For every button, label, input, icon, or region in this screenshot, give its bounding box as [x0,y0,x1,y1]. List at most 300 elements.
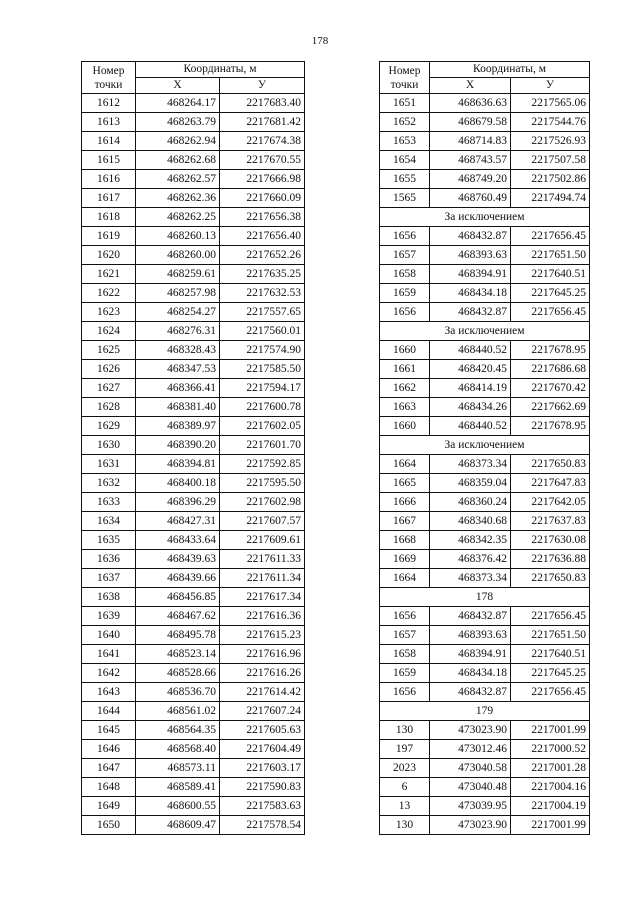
section-row [380,436,590,455]
x-coordinate-cell: 473012.46 [430,740,511,759]
x-coordinate-cell: 468262.25 [136,208,220,227]
y-coordinate-cell: 2217681.42 [220,113,305,132]
x-coordinate-cell: 468536.70 [136,683,220,702]
point-number-cell: 1654 [380,151,430,170]
point-number-cell: 1630 [82,436,136,455]
point-number-cell: 1628 [82,398,136,417]
y-coordinate-cell: 2217583.63 [220,797,305,816]
x-coordinate-cell: 468366.41 [136,379,220,398]
point-number-cell: 1615 [82,151,136,170]
section-label: За исключением [380,322,590,341]
y-coordinate-cell: 2217592.85 [220,455,305,474]
table-row [380,607,590,626]
coordinates-table-left [81,61,305,835]
table-row [380,227,590,246]
y-coordinate-cell: 2217565.06 [511,94,590,113]
y-coordinate-cell: 2217609.61 [220,531,305,550]
y-coordinate-cell: 2217001.99 [511,816,590,835]
table-row [380,759,590,778]
y-coordinate-cell: 2217605.63 [220,721,305,740]
table-row [380,113,590,132]
table-row [82,740,305,759]
y-coordinate-cell: 2217616.96 [220,645,305,664]
table-row [82,702,305,721]
y-coordinate-cell: 2217004.16 [511,778,590,797]
table-row [380,778,590,797]
table-row [82,531,305,550]
y-coordinate-cell: 2217502.86 [511,170,590,189]
section-row [380,702,590,721]
table-row [380,284,590,303]
x-coordinate-cell: 468523.14 [136,645,220,664]
point-number-cell: 1660 [380,341,430,360]
x-coordinate-cell: 468495.78 [136,626,220,645]
x-coordinate-cell: 468260.13 [136,227,220,246]
x-coordinate-cell: 468414.19 [430,379,511,398]
x-coordinate-cell: 468394.81 [136,455,220,474]
point-number-cell: 1659 [380,284,430,303]
x-coordinate-cell: 468359.04 [430,474,511,493]
x-coordinate-cell: 468259.61 [136,265,220,284]
point-number-cell: 1664 [380,569,430,588]
table-row [380,474,590,493]
point-number-cell: 1565 [380,189,430,208]
x-coordinate-cell: 468347.53 [136,360,220,379]
y-coordinate-cell: 2217650.83 [511,569,590,588]
x-coordinate-cell: 468381.40 [136,398,220,417]
table-row [82,132,305,151]
table-row [380,797,590,816]
header-coordinates: Координаты, м [430,62,590,78]
point-number-cell: 1649 [82,797,136,816]
x-coordinate-cell: 468679.58 [430,113,511,132]
point-number-cell: 2023 [380,759,430,778]
point-number-cell: 1645 [82,721,136,740]
y-coordinate-cell: 2217004.19 [511,797,590,816]
y-coordinate-cell: 2217647.83 [511,474,590,493]
y-coordinate-cell: 2217651.50 [511,246,590,265]
x-coordinate-cell: 468262.68 [136,151,220,170]
y-coordinate-cell: 2217578.54 [220,816,305,835]
x-coordinate-cell: 468432.87 [430,227,511,246]
x-coordinate-cell: 468257.98 [136,284,220,303]
table-row [82,455,305,474]
point-number-cell: 1621 [82,265,136,284]
table-row [82,645,305,664]
x-coordinate-cell: 468456.85 [136,588,220,607]
y-coordinate-cell: 2217636.88 [511,550,590,569]
table-row [82,246,305,265]
y-coordinate-cell: 2217650.83 [511,455,590,474]
y-coordinate-cell: 2217656.38 [220,208,305,227]
y-coordinate-cell: 2217635.25 [220,265,305,284]
y-coordinate-cell: 2217656.45 [511,303,590,322]
x-coordinate-cell: 468262.57 [136,170,220,189]
table-row [82,626,305,645]
x-coordinate-cell: 468394.91 [430,265,511,284]
point-number-cell: 1631 [82,455,136,474]
point-number-cell: 1658 [380,265,430,284]
point-number-cell: 1656 [380,227,430,246]
point-number-cell: 1647 [82,759,136,778]
page-number: 178 [311,35,329,47]
table-row [82,664,305,683]
x-coordinate-cell: 468276.31 [136,322,220,341]
point-number-cell: 1627 [82,379,136,398]
table-row [380,132,590,151]
y-coordinate-cell: 2217645.25 [511,664,590,683]
y-coordinate-cell: 2217616.36 [220,607,305,626]
y-coordinate-cell: 2217607.57 [220,512,305,531]
x-coordinate-cell: 468373.34 [430,569,511,588]
table-row [380,341,590,360]
y-coordinate-cell: 2217686.68 [511,360,590,379]
point-number-cell: 1644 [82,702,136,721]
table-row [82,322,305,341]
point-number-cell: 1651 [380,94,430,113]
table-row [380,417,590,436]
table-row [82,208,305,227]
point-number-cell: 1629 [82,417,136,436]
x-coordinate-cell: 468264.17 [136,94,220,113]
y-coordinate-cell: 2217630.08 [511,531,590,550]
table-row [82,588,305,607]
point-number-cell: 1652 [380,113,430,132]
point-number-cell: 1616 [82,170,136,189]
y-coordinate-cell: 2217652.26 [220,246,305,265]
table-row [380,398,590,417]
x-coordinate-cell: 473040.48 [430,778,511,797]
table-row [82,398,305,417]
y-coordinate-cell: 2217683.40 [220,94,305,113]
x-coordinate-cell: 473023.90 [430,816,511,835]
point-number-cell: 1641 [82,645,136,664]
table-row [82,303,305,322]
point-number-cell: 1632 [82,474,136,493]
x-coordinate-cell: 468561.02 [136,702,220,721]
x-coordinate-cell: 468394.91 [430,645,511,664]
y-coordinate-cell: 2217678.95 [511,341,590,360]
y-coordinate-cell: 2217617.34 [220,588,305,607]
point-number-cell: 1668 [380,531,430,550]
header-point-number [82,62,136,94]
y-coordinate-cell: 2217604.49 [220,740,305,759]
table-row [82,189,305,208]
table-row [82,607,305,626]
header-point-number-line1: Номер [388,64,421,77]
x-coordinate-cell: 468434.18 [430,664,511,683]
y-coordinate-cell: 2217494.74 [511,189,590,208]
y-coordinate-cell: 2217656.40 [220,227,305,246]
point-number-cell: 130 [380,816,430,835]
table-row [82,474,305,493]
header-point-number-line1: Номер [92,64,125,77]
point-number-cell: 1667 [380,512,430,531]
table-row [82,94,305,113]
y-coordinate-cell: 2217660.09 [220,189,305,208]
point-number-cell: 1658 [380,645,430,664]
y-coordinate-cell: 2217656.45 [511,227,590,246]
y-coordinate-cell: 2217560.01 [220,322,305,341]
table-row [380,683,590,702]
table-row [380,246,590,265]
y-coordinate-cell: 2217594.17 [220,379,305,398]
x-coordinate-cell: 468400.18 [136,474,220,493]
x-coordinate-cell: 468393.63 [430,626,511,645]
point-number-cell: 1653 [380,132,430,151]
x-coordinate-cell: 473040.58 [430,759,511,778]
x-coordinate-cell: 468467.62 [136,607,220,626]
y-coordinate-cell: 2217590.83 [220,778,305,797]
table-row [82,797,305,816]
table-row [380,550,590,569]
table-row [380,360,590,379]
point-number-cell: 1666 [380,493,430,512]
x-coordinate-cell: 468389.97 [136,417,220,436]
point-number-cell: 13 [380,797,430,816]
x-coordinate-cell: 468427.31 [136,512,220,531]
point-number-cell: 1656 [380,607,430,626]
point-number-cell: 1634 [82,512,136,531]
point-number-cell: 1619 [82,227,136,246]
x-coordinate-cell: 468254.27 [136,303,220,322]
x-coordinate-cell: 468433.64 [136,531,220,550]
x-coordinate-cell: 468376.42 [430,550,511,569]
section-label: За исключением [380,208,590,227]
y-coordinate-cell: 2217603.17 [220,759,305,778]
x-coordinate-cell: 468434.26 [430,398,511,417]
table-row [380,645,590,664]
y-coordinate-cell: 2217574.90 [220,341,305,360]
table-row [380,94,590,113]
x-coordinate-cell: 468589.41 [136,778,220,797]
header-y: У [511,78,590,94]
point-number-cell: 1635 [82,531,136,550]
point-number-cell: 1643 [82,683,136,702]
y-coordinate-cell: 2217001.99 [511,721,590,740]
x-coordinate-cell: 468328.43 [136,341,220,360]
point-number-cell: 1613 [82,113,136,132]
point-number-cell: 1633 [82,493,136,512]
table-row [380,740,590,759]
x-coordinate-cell: 468262.94 [136,132,220,151]
x-coordinate-cell: 468390.20 [136,436,220,455]
y-coordinate-cell: 2217595.50 [220,474,305,493]
y-coordinate-cell: 2217507.58 [511,151,590,170]
x-coordinate-cell: 468432.87 [430,303,511,322]
header-y: У [220,78,305,94]
table-row [82,569,305,588]
table-body-right [380,94,590,835]
x-coordinate-cell: 468420.45 [430,360,511,379]
y-coordinate-cell: 2217611.34 [220,569,305,588]
table-row [380,493,590,512]
point-number-cell: 1669 [380,550,430,569]
header-coordinates: Координаты, м [136,62,305,78]
y-coordinate-cell: 2217678.95 [511,417,590,436]
table-row [82,151,305,170]
point-number-cell: 1664 [380,455,430,474]
point-number-cell: 1614 [82,132,136,151]
point-number-cell: 1657 [380,246,430,265]
x-coordinate-cell: 468373.34 [430,455,511,474]
table-row [380,170,590,189]
table-row [82,170,305,189]
table-row [82,683,305,702]
point-number-cell: 1625 [82,341,136,360]
header-x: Х [136,78,220,94]
y-coordinate-cell: 2217670.55 [220,151,305,170]
table-row [82,493,305,512]
point-number-cell: 1655 [380,170,430,189]
table-row [380,303,590,322]
point-number-cell: 1665 [380,474,430,493]
x-coordinate-cell: 468340.68 [430,512,511,531]
point-number-cell: 1622 [82,284,136,303]
y-coordinate-cell: 2217544.76 [511,113,590,132]
y-coordinate-cell: 2217001.28 [511,759,590,778]
y-coordinate-cell: 2217602.98 [220,493,305,512]
point-number-cell: 1660 [380,417,430,436]
section-label: За исключением [380,436,590,455]
x-coordinate-cell: 468434.18 [430,284,511,303]
y-coordinate-cell: 2217651.50 [511,626,590,645]
x-coordinate-cell: 468749.20 [430,170,511,189]
table-row [82,759,305,778]
point-number-cell: 1656 [380,683,430,702]
section-label: 178 [380,588,590,607]
x-coordinate-cell: 468440.52 [430,341,511,360]
table-row [82,816,305,835]
point-number-cell: 6 [380,778,430,797]
point-number-cell: 1650 [82,816,136,835]
y-coordinate-cell: 2217614.42 [220,683,305,702]
table-row [82,417,305,436]
x-coordinate-cell: 468439.66 [136,569,220,588]
point-number-cell: 1646 [82,740,136,759]
y-coordinate-cell: 2217000.52 [511,740,590,759]
table-row [380,664,590,683]
y-coordinate-cell: 2217632.53 [220,284,305,303]
y-coordinate-cell: 2217642.05 [511,493,590,512]
table-row [82,721,305,740]
x-coordinate-cell: 468568.40 [136,740,220,759]
point-number-cell: 1638 [82,588,136,607]
point-number-cell: 1657 [380,626,430,645]
table-row [82,284,305,303]
table-row [380,721,590,740]
point-number-cell: 1617 [82,189,136,208]
point-number-cell: 1661 [380,360,430,379]
x-coordinate-cell: 468440.52 [430,417,511,436]
y-coordinate-cell: 2217526.93 [511,132,590,151]
table-row [82,360,305,379]
point-number-cell: 1640 [82,626,136,645]
x-coordinate-cell: 468263.79 [136,113,220,132]
section-row [380,208,590,227]
table-row [82,512,305,531]
y-coordinate-cell: 2217656.45 [511,683,590,702]
point-number-cell: 1618 [82,208,136,227]
point-number-cell: 1662 [380,379,430,398]
y-coordinate-cell: 2217637.83 [511,512,590,531]
point-number-cell: 1620 [82,246,136,265]
point-number-cell: 1659 [380,664,430,683]
point-number-cell: 1663 [380,398,430,417]
x-coordinate-cell: 468760.49 [430,189,511,208]
x-coordinate-cell: 468432.87 [430,683,511,702]
x-coordinate-cell: 468262.36 [136,189,220,208]
x-coordinate-cell: 473023.90 [430,721,511,740]
y-coordinate-cell: 2217557.65 [220,303,305,322]
table-body-left [82,94,305,835]
table-row [82,227,305,246]
table-row [82,379,305,398]
y-coordinate-cell: 2217662.69 [511,398,590,417]
x-coordinate-cell: 473039.95 [430,797,511,816]
table-row [380,265,590,284]
coordinates-table-right [379,61,590,835]
table-row [380,569,590,588]
table-row [82,265,305,284]
point-number-cell: 1656 [380,303,430,322]
y-coordinate-cell: 2217607.24 [220,702,305,721]
header-point-number [380,62,430,94]
table-row [380,151,590,170]
table-row [380,626,590,645]
point-number-cell: 1626 [82,360,136,379]
y-coordinate-cell: 2217640.51 [511,265,590,284]
y-coordinate-cell: 2217645.25 [511,284,590,303]
table-row [82,550,305,569]
x-coordinate-cell: 468528.66 [136,664,220,683]
point-number-cell: 1612 [82,94,136,113]
y-coordinate-cell: 2217585.50 [220,360,305,379]
x-coordinate-cell: 468393.63 [430,246,511,265]
table-row [82,341,305,360]
point-number-cell: 1648 [82,778,136,797]
table-row [82,436,305,455]
point-number-cell: 130 [380,721,430,740]
table-row [380,512,590,531]
header-point-number-line2: точки [94,78,123,91]
x-coordinate-cell: 468260.00 [136,246,220,265]
y-coordinate-cell: 2217640.51 [511,645,590,664]
point-number-cell: 1637 [82,569,136,588]
y-coordinate-cell: 2217656.45 [511,607,590,626]
x-coordinate-cell: 468396.29 [136,493,220,512]
point-number-cell: 1623 [82,303,136,322]
section-row [380,322,590,341]
x-coordinate-cell: 468600.55 [136,797,220,816]
header-x: Х [430,78,511,94]
x-coordinate-cell: 468714.83 [430,132,511,151]
table-row [82,113,305,132]
point-number-cell: 1642 [82,664,136,683]
table-row [380,816,590,835]
x-coordinate-cell: 468636.63 [430,94,511,113]
y-coordinate-cell: 2217670.42 [511,379,590,398]
table-row [380,455,590,474]
x-coordinate-cell: 468609.47 [136,816,220,835]
y-coordinate-cell: 2217616.26 [220,664,305,683]
section-label: 179 [380,702,590,721]
y-coordinate-cell: 2217674.38 [220,132,305,151]
x-coordinate-cell: 468743.57 [430,151,511,170]
point-number-cell: 1624 [82,322,136,341]
x-coordinate-cell: 468432.87 [430,607,511,626]
point-number-cell: 197 [380,740,430,759]
